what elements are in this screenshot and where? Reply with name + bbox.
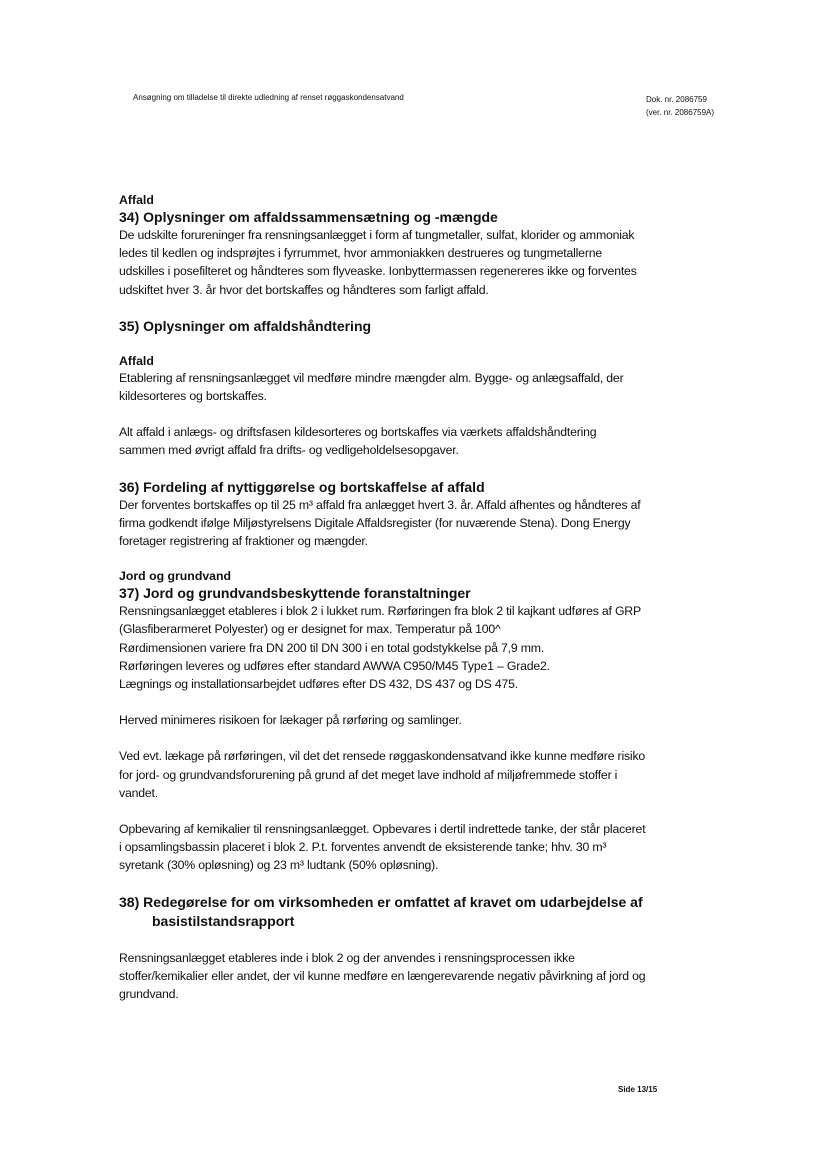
section-38-body bbox=[119, 949, 719, 1004]
text-line: Opbevaring af kemikalier til rensningsanlægget. Opbevares i dertil indrettede tanke, der står placeret bbox=[119, 822, 646, 837]
text-line: grundvand. bbox=[119, 987, 179, 1002]
text-line: (Glasfiberarmeret Polyester) og er designet for max. Temperatur på 100^ bbox=[119, 622, 501, 637]
text-line: Rørføringen leveres og udføres efter standard AWWA C950/M45 Type1 – Grade2. bbox=[119, 658, 550, 673]
text-line: Lægnings og installationsarbejdet udføres efter DS 432, DS 437 og DS 475. bbox=[119, 677, 518, 692]
category-affald: Affald bbox=[119, 193, 154, 207]
text-line: Rensningsanlægget etableres inde i blok 2 og der anvendes i rensningsprocessen ikke bbox=[119, 950, 575, 965]
section-37-heading: 37) Jord og grundvandsbeskyttende foranstaltninger bbox=[119, 585, 471, 602]
text-line: Rørdimensionen variere fra DN 200 til DN 300 i en total godstykkelse på 7,9 mm. bbox=[119, 640, 545, 655]
text-line: stoffer/kemikalier eller andet, der vil kunne medføre en længerevarende negativ påvirkning af jord og bbox=[119, 968, 646, 983]
section-38-heading-line-2: basistilstandsrapport bbox=[152, 912, 295, 929]
version-number: (ver. nr. 2086759A) bbox=[646, 108, 715, 117]
text-line: udskilles i posefilteret og håndteres som flyveaske. Ionbyttermassen regenereres ikke og forventes bbox=[119, 264, 637, 279]
section-35-para-2 bbox=[119, 423, 719, 459]
section-35-heading: 35) Oplysninger om affaldshåndtering bbox=[119, 317, 372, 334]
text-line: ledes til kedlen og indsprøjtes i fyrrummet, hvor ammoniakken destrueres og tungmetallerne bbox=[119, 246, 602, 261]
header-title: Ansøgning om tilladelse til direkte udledning af renset røggaskondensatvand bbox=[133, 93, 404, 102]
text-line: sammen med øvrigt affald fra drifts- og vedligeholdelsesopgaver. bbox=[119, 443, 459, 458]
text-line: i opsamlingsbassin placeret i blok 2. P.t. forventes anvendt de eksisterende tanke; hhv. 30 m³ bbox=[119, 840, 607, 855]
text-line: Der forventes bortskaffes op til 25 m³ affald fra anlægget hvert 3. år. Affald afhentes og håndteres af bbox=[119, 497, 641, 512]
section-36-heading: 36) Fordeling af nyttiggørelse og bortskaffelse af affald bbox=[119, 478, 485, 495]
text-line: Ved evt. lækage på rørføringen, vil det det rensede røggaskondensatvand ikke kunne medføre risiko bbox=[119, 749, 646, 764]
text-line: Etablering af rensningsanlægget vil medføre mindre mængder alm. Bygge- og anlægsaffald, der bbox=[119, 370, 624, 385]
text-line: udskiftet hver 3. år hvor det bortskaffes og håndteres som farligt affald. bbox=[119, 282, 489, 297]
section-35-para-1 bbox=[119, 369, 719, 405]
section-36-body bbox=[119, 496, 719, 551]
text-line: foretager registrering af fraktioner og mængder. bbox=[119, 534, 368, 549]
section-38-heading-line-1: 38) Redegørelse for om virksomheden er omfattet af kravet om udarbejdelse af bbox=[119, 893, 643, 910]
text-line: Alt affald i anlægs- og driftsfasen kildesorteres og bortskaffes via værkets affaldshåndtering bbox=[119, 425, 597, 440]
text-line: Rensningsanlægget etableres i blok 2 i lukket rum. Rørføringen fra blok 2 til kajkant udføres af GRP bbox=[119, 604, 641, 619]
text-line: kildesorteres og bortskaffes. bbox=[119, 389, 267, 404]
page-number: Side 13/15 bbox=[618, 1085, 658, 1094]
text-line: syretank (30% opløsning) og 23 m³ ludtank (50% opløsning). bbox=[119, 858, 439, 873]
section-37-body bbox=[119, 602, 719, 693]
section-34-body bbox=[119, 226, 719, 299]
section-38-heading bbox=[119, 893, 719, 931]
text-line: De udskilte forureninger fra rensningsanlægget i form af tungmetaller, sulfat, klorider og ammoniak bbox=[119, 228, 635, 242]
subheading-affald: Affald bbox=[119, 353, 154, 368]
text-line: firma godkendt ifølge Miljøstyrelsens Digitale Affaldsregister (for nuværende Stena). Dong Energy bbox=[119, 515, 631, 530]
header-doc-numbers bbox=[646, 93, 714, 119]
section-37-para-2: Herved minimeres risikoen for lækager på rørføring og samlinger. bbox=[119, 713, 462, 728]
section-34-heading: 34) Oplysninger om affaldssammensætning og -mængde bbox=[119, 209, 498, 225]
page-content bbox=[119, 192, 719, 1003]
section-37-para-4 bbox=[119, 820, 719, 875]
text-line: for jord- og grundvandsforurening på grund af det meget lave indhold af miljøfremmede stoffer i bbox=[119, 767, 618, 782]
category-jord-og-grundvand: Jord og grundvand bbox=[119, 569, 232, 584]
doc-number: Dok. nr. 2086759 bbox=[646, 95, 707, 104]
section-37-para-3 bbox=[119, 747, 719, 802]
text-line: vandet. bbox=[119, 785, 158, 800]
